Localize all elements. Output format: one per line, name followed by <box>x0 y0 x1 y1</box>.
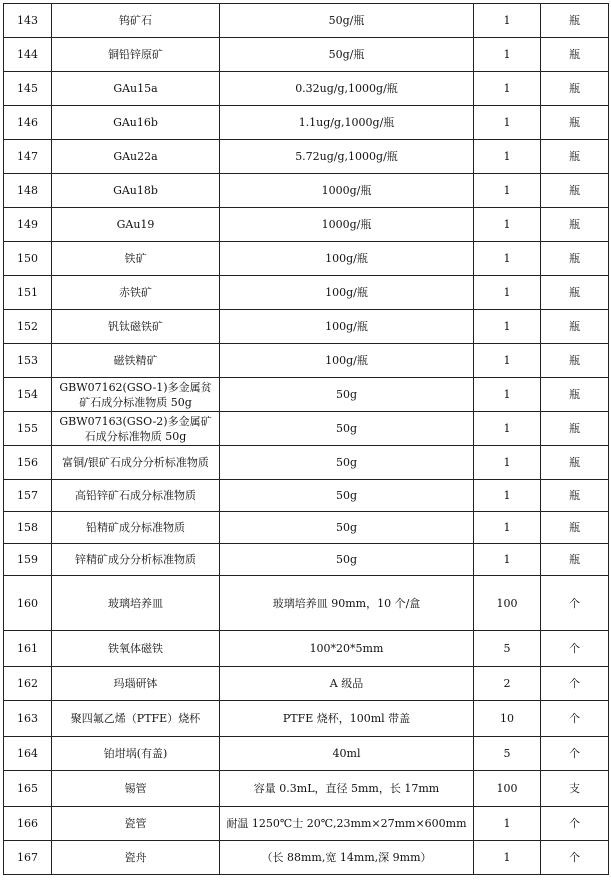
item-quantity: 10 <box>474 701 541 737</box>
item-unit: 瓶 <box>541 140 609 174</box>
item-quantity: 1 <box>474 276 541 310</box>
table-row <box>4 242 609 276</box>
item-spec: 100g/瓶 <box>220 344 474 378</box>
item-quantity: 1 <box>474 174 541 208</box>
table-row <box>4 344 609 378</box>
table-row <box>4 412 609 446</box>
item-quantity: 100 <box>474 576 541 631</box>
item-unit: 瓶 <box>541 276 609 310</box>
table-row <box>4 841 609 875</box>
item-spec: 容量 0.3mL，直径 5mm，长 17mm <box>220 771 474 807</box>
row-number: 152 <box>4 310 52 344</box>
item-spec: 1000g/瓶 <box>220 174 474 208</box>
item-spec: 50g <box>220 480 474 512</box>
item-unit: 瓶 <box>541 480 609 512</box>
row-number: 163 <box>4 701 52 737</box>
materials-table <box>3 3 609 875</box>
item-quantity: 1 <box>474 140 541 174</box>
item-spec: 50g <box>220 412 474 446</box>
item-spec: 5.72ug/g,1000g/瓶 <box>220 140 474 174</box>
item-unit: 瓶 <box>541 378 609 412</box>
table-row <box>4 667 609 701</box>
item-spec: 50g <box>220 512 474 544</box>
item-name: 锌精矿成分分析标准物质 <box>52 544 220 576</box>
table-row <box>4 106 609 140</box>
item-name: 磁铁精矿 <box>52 344 220 378</box>
row-number: 148 <box>4 174 52 208</box>
item-spec: 50g <box>220 544 474 576</box>
item-quantity: 1 <box>474 446 541 480</box>
row-number: 154 <box>4 378 52 412</box>
item-spec: PTFE 烧杯，100ml 带盖 <box>220 701 474 737</box>
table-row <box>4 174 609 208</box>
item-spec: 0.32ug/g,1000g/瓶 <box>220 72 474 106</box>
table-row <box>4 208 609 242</box>
item-spec: 100g/瓶 <box>220 310 474 344</box>
row-number: 160 <box>4 576 52 631</box>
item-spec: （长 88mm,宽 14mm,深 9mm） <box>220 841 474 875</box>
item-unit: 个 <box>541 737 609 771</box>
item-quantity: 1 <box>474 807 541 841</box>
item-unit: 瓶 <box>541 310 609 344</box>
table-row <box>4 576 609 631</box>
item-unit: 瓶 <box>541 174 609 208</box>
item-name: 赤铁矿 <box>52 276 220 310</box>
item-spec: 100*20*5mm <box>220 631 474 667</box>
table-row <box>4 807 609 841</box>
item-quantity: 100 <box>474 771 541 807</box>
row-number: 145 <box>4 72 52 106</box>
item-quantity: 1 <box>474 344 541 378</box>
item-name: GBW07162(GSO-1)多金属贫矿石成分标准物质 50g <box>52 378 220 412</box>
table-row <box>4 701 609 737</box>
item-name: 富铜/银矿石成分分析标准物质 <box>52 446 220 480</box>
table-row <box>4 544 609 576</box>
item-name: GAu15a <box>52 72 220 106</box>
item-name: GAu22a <box>52 140 220 174</box>
row-number: 166 <box>4 807 52 841</box>
table-row <box>4 276 609 310</box>
item-quantity: 1 <box>474 544 541 576</box>
item-quantity: 1 <box>474 4 541 38</box>
item-name: GAu19 <box>52 208 220 242</box>
item-unit: 瓶 <box>541 344 609 378</box>
item-unit: 瓶 <box>541 72 609 106</box>
item-spec: 玻璃培养皿 90mm，10 个/盒 <box>220 576 474 631</box>
item-spec: 1.1ug/g,1000g/瓶 <box>220 106 474 140</box>
item-unit: 支 <box>541 771 609 807</box>
table-row <box>4 771 609 807</box>
item-quantity: 2 <box>474 667 541 701</box>
item-name: 钒钛磁铁矿 <box>52 310 220 344</box>
row-number: 157 <box>4 480 52 512</box>
item-spec: A 级品 <box>220 667 474 701</box>
item-quantity: 5 <box>474 737 541 771</box>
item-name: 钨矿石 <box>52 4 220 38</box>
item-name: GAu18b <box>52 174 220 208</box>
item-unit: 个 <box>541 807 609 841</box>
table-row <box>4 512 609 544</box>
row-number: 149 <box>4 208 52 242</box>
item-spec: 1000g/瓶 <box>220 208 474 242</box>
table-row <box>4 38 609 72</box>
row-number: 165 <box>4 771 52 807</box>
item-name: GAu16b <box>52 106 220 140</box>
row-number: 162 <box>4 667 52 701</box>
table-row <box>4 378 609 412</box>
item-spec: 100g/瓶 <box>220 242 474 276</box>
item-unit: 瓶 <box>541 208 609 242</box>
row-number: 150 <box>4 242 52 276</box>
item-name: 铁氧体磁铁 <box>52 631 220 667</box>
item-quantity: 1 <box>474 38 541 72</box>
row-number: 153 <box>4 344 52 378</box>
row-number: 159 <box>4 544 52 576</box>
table-row <box>4 737 609 771</box>
item-quantity: 1 <box>474 378 541 412</box>
item-spec: 50g/瓶 <box>220 4 474 38</box>
row-number: 146 <box>4 106 52 140</box>
item-unit: 瓶 <box>541 544 609 576</box>
table-row <box>4 310 609 344</box>
table-row <box>4 4 609 38</box>
item-quantity: 1 <box>474 242 541 276</box>
item-quantity: 1 <box>474 512 541 544</box>
item-unit: 瓶 <box>541 446 609 480</box>
item-unit: 瓶 <box>541 38 609 72</box>
row-number: 144 <box>4 38 52 72</box>
row-number: 161 <box>4 631 52 667</box>
item-name: GBW07163(GSO-2)多金属矿石成分标准物质 50g <box>52 412 220 446</box>
row-number: 151 <box>4 276 52 310</box>
item-name: 高铅锌矿石成分标准物质 <box>52 480 220 512</box>
item-quantity: 1 <box>474 480 541 512</box>
item-unit: 个 <box>541 667 609 701</box>
item-name: 聚四氟乙烯（PTFE）烧杯 <box>52 701 220 737</box>
table-row <box>4 72 609 106</box>
item-unit: 瓶 <box>541 242 609 276</box>
row-number: 143 <box>4 4 52 38</box>
table-row <box>4 631 609 667</box>
item-name: 瓷舟 <box>52 841 220 875</box>
item-spec: 100g/瓶 <box>220 276 474 310</box>
item-name: 玻璃培养皿 <box>52 576 220 631</box>
item-name: 铜铅锌原矿 <box>52 38 220 72</box>
row-number: 164 <box>4 737 52 771</box>
item-quantity: 1 <box>474 72 541 106</box>
item-spec: 50g/瓶 <box>220 38 474 72</box>
item-unit: 个 <box>541 576 609 631</box>
table-row <box>4 140 609 174</box>
item-quantity: 1 <box>474 310 541 344</box>
item-unit: 瓶 <box>541 106 609 140</box>
item-spec: 耐温 1250℃士 20℃,23mm×27mm×600mm <box>220 807 474 841</box>
item-quantity: 5 <box>474 631 541 667</box>
item-unit: 个 <box>541 841 609 875</box>
materials-table-body <box>4 4 609 875</box>
row-number: 155 <box>4 412 52 446</box>
item-unit: 个 <box>541 701 609 737</box>
row-number: 147 <box>4 140 52 174</box>
item-quantity: 1 <box>474 106 541 140</box>
row-number: 167 <box>4 841 52 875</box>
table-row <box>4 446 609 480</box>
table-row <box>4 480 609 512</box>
item-name: 铁矿 <box>52 242 220 276</box>
item-unit: 瓶 <box>541 412 609 446</box>
item-quantity: 1 <box>474 841 541 875</box>
item-quantity: 1 <box>474 412 541 446</box>
row-number: 158 <box>4 512 52 544</box>
item-quantity: 1 <box>474 208 541 242</box>
item-spec: 50g <box>220 446 474 480</box>
item-name: 铂坩埚(有盖) <box>52 737 220 771</box>
item-name: 锡管 <box>52 771 220 807</box>
item-name: 玛瑙研钵 <box>52 667 220 701</box>
item-spec: 40ml <box>220 737 474 771</box>
item-unit: 瓶 <box>541 512 609 544</box>
item-unit: 瓶 <box>541 4 609 38</box>
row-number: 156 <box>4 446 52 480</box>
item-spec: 50g <box>220 378 474 412</box>
item-unit: 个 <box>541 631 609 667</box>
item-name: 铅精矿成分标准物质 <box>52 512 220 544</box>
item-name: 瓷管 <box>52 807 220 841</box>
